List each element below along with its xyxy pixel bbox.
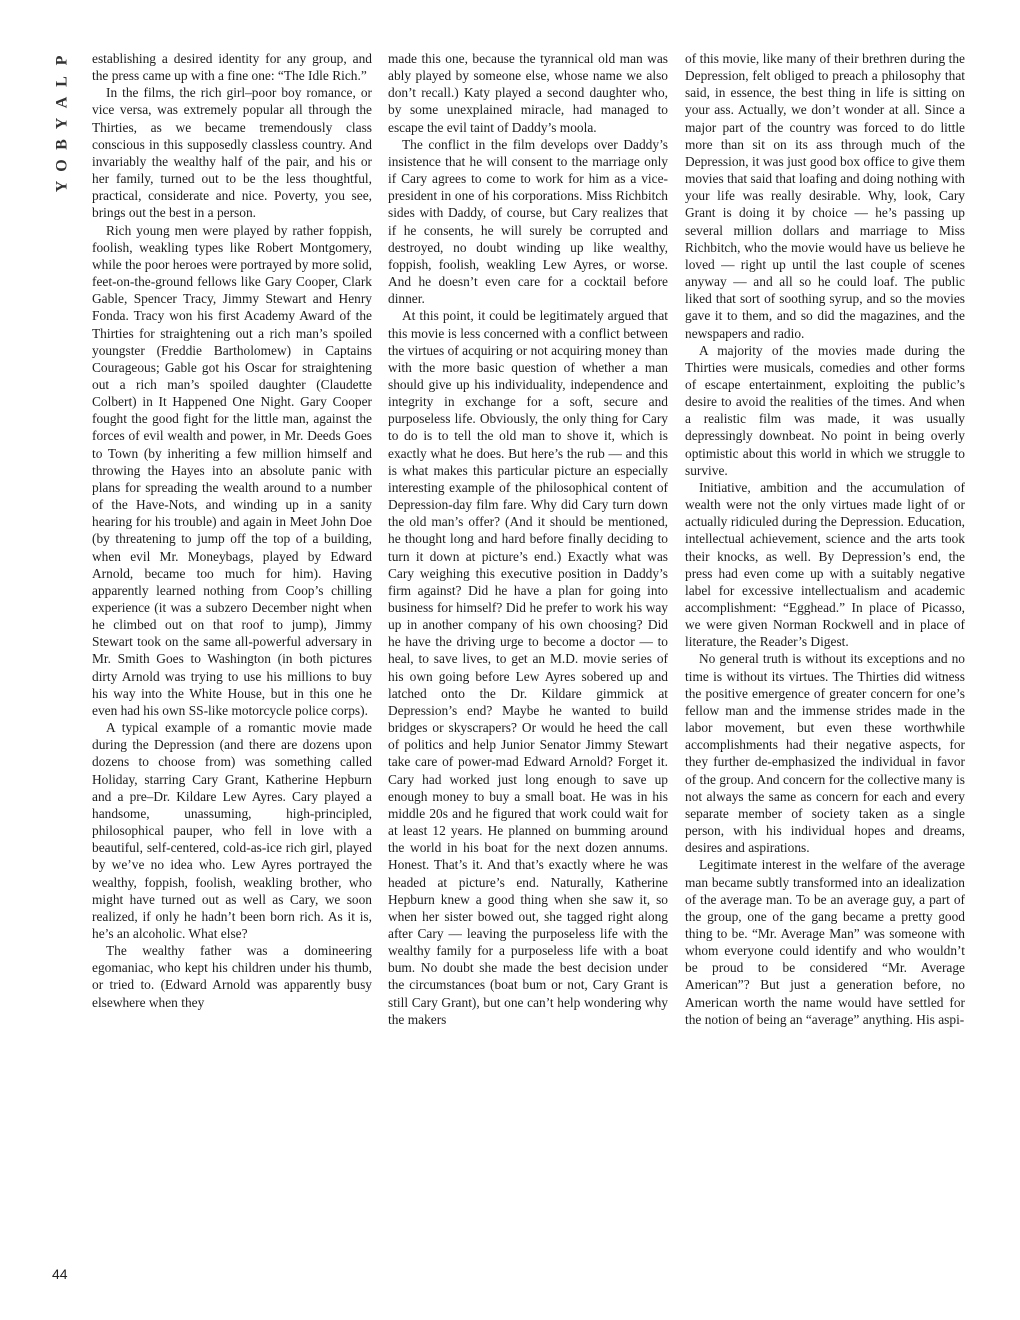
playboy-masthead: [52, 50, 72, 197]
paragraph: Initiative, ambition and the accumulation of wealth were not the only virtues made light of or actually ridiculed during the Depression. Education, intellectual achievement, science and the arts took their knocks, as well. By Depression’s end, the press had even come up with a suitably negative label for excessive intellectualism and academic accomplishment: “Egghead.” In place of Picasso, we were given Norman Rockwell and in place of literature, the Reader’s Digest.: [685, 479, 965, 650]
masthead-letter: A: [53, 96, 71, 109]
paragraph: No general truth is without its exceptions and no time is without its virtues. The Thirties did witness the positive emergence of greater concern for one’s fellow man and the immense strides made in the labor movement, but even these worthwhile accomplishments had their negative aspects, for they further de-emphasized the individual in favor of the group. And concern for the collective many is not always the same as concern for each and every separate member of society taken as a single person, with his individual hopes and dreams, desires and aspirations.: [685, 651, 965, 856]
paragraph: Rich young men were played by rather foppish, foolish, weakling types like Robert Montgomery, while the poor heroes were portrayed by more solid, feet-on-the-ground fellows like Gary Cooper, Clark Gable, Spencer Tracy, Jimmy Stewart and Henry Fonda. Tracy won his first Academy Award of the Thirties for straightening out a rich man’s spoiled youngster (Freddie Bartholomew) in Captains Courageous; Gable got his Oscar for straightening out a rich man’s spoiled daughter (Claudette Colbert) in It Happened One Night. Gary Cooper fought the good fight for the little man, against the forces of evil wealth and power, in Mr. Deeds Goes to Town (by inheriting a few million himself and throwing the Hayes into an absolute panic with plans for spreading the wealth around to a number of the Have-Nots, and winding up in a sanity hearing for his trouble) and again in Meet John Doe (by threatening to jump off the top of a building, when evil Mr. Moneybags, played by Edward Arnold, became too much for him). Having apparently learned nothing from Coop’s chilling experience (it was a subzero December night when he climbed out on that roof to jump), Jimmy Stewart took on the same all-powerful adversary in Mr. Smith Goes to Washington (in both pictures dirty Arnold was trying to use his millions to buy his way into the White House, but in this one he even had his own SS-like motorcycle police corps).: [92, 222, 373, 718]
masthead-letter: O: [53, 159, 71, 172]
masthead-letter: L: [53, 76, 71, 87]
paragraph: The wealthy father was a domineering egomaniac, who kept his children under his thumb, or tried to. (Edward Arnold was apparently busy elsewhere when they: [92, 943, 372, 1010]
paragraph: In the films, the rich girl–poor boy romance, or vice versa, was extremely popular all through the Thirties, as we became tremendously class conscious in this supposedly classless country. And invariably the wealthy half of the pair, and his or her family, turned out to be the less thoughtful, practical, considerate and nice. Poverty, you see, brings out the best in a person.: [92, 85, 372, 221]
page-number: 44: [52, 1266, 68, 1282]
paragraph: The conflict in the film develops over Daddy’s insistence that he will consent to the marriage only if Cary agrees to come to work for him as a vice-president in one of his corporations. Miss Richbitch sides with Daddy, of course, but Cary realizes that if he consents, he will surely be corrupted and destroyed, no doubt winding up like wealthy, foppish, foolish, weakling Lew Ayres, or worse. And he doesn’t even care for a cocktail before dinner.: [388, 136, 668, 307]
paragraph: establishing a desired identity for any group, and the press came up with a fine one: “The Idle Rich.”: [92, 51, 372, 84]
paragraph: A typical example of a romantic movie made during the Depression (and there are dozens upon dozens to choose from) was something called Holiday, starring Cary Grant, Katherine Hepburn and a pre–Dr. Kildare Lew Ayres. Cary played a handsome, unassuming, high-principled, philosophical pauper, who fell in love with a beautiful, self-centered, cold-as-ice rich girl, played by we’ve no idea who. Lew Ayres portrayed the wealthy, foppish, foolish, weakling brother, who might have turned out as well as Cary, we soon realized, if only he hadn’t been born rich. As it is, he’s an alcoholic. What else?: [92, 720, 372, 941]
masthead-letter: P: [53, 55, 71, 66]
paragraph: A majority of the movies made during the Thirties were musicals, comedies and other forms of escape entertainment, exploiting the public’s desire to avoid the realities of the times. And when a realistic film was made, it was usually depressingly downbeat. No point in being overly optimistic about this world in which we struggle to survive.: [685, 342, 965, 478]
paragraph: Legitimate interest in the welfare of the average man became subtly transformed into an idealization of the average man. To be an average guy, a part of the group, one of the gang became a pretty good thing to be. “Mr. Average Man” was someone with whom everyone could identify and who wouldn’t be proud to be considered “Mr. Average American”? But just a generation before, no American worth the name would have settled for the notion of being an “average” anything. His aspi-: [685, 857, 965, 1027]
masthead-letter: B: [53, 139, 71, 150]
article-column-1: [92, 50, 372, 1011]
masthead-letter: Y: [53, 117, 71, 130]
article-column-2: [388, 50, 668, 1028]
article-column-3: [685, 50, 965, 1028]
masthead-letter: Y: [53, 180, 71, 193]
paragraph: At this point, it could be legitimately argued that this movie is less concerned with a conflict between the virtues of acquiring or not acquiring money than with the more basic question of whether a man should give up his individuality, independence and integrity in exchange for a soft, secure and purposeless life. Obviously, the only thing for Cary to do is to tell the old man to shove it, which is exactly what he does. But here’s the rub — and this is what makes this particular picture an especially interesting example of the philosophical content of Depression-day film fare. Why did Cary turn down the old man’s offer? (And it should be mentioned, he thought long and hard before finally deciding to turn it down at picture’s end.) Exactly what was Cary weighing this executive position in Daddy’s firm against? Did he have a plan for going into business for himself? Did he prefer to work his way up in another company of his own choosing? Did he have the driving urge to become a doctor — to heal, to save lives, to get an M.D. movie series of his own going before Lew Ayres sobered up and latched onto the Dr. Kildare gimmick at Depression’s end? Maybe he wanted to build bridges or skyscrapers? Or would he heed the call of politics and help Junior Senator Jimmy Stewart take care of power-mad Edward Arnold? Forget it. Cary had worked just long enough to save up enough money to buy a small boat. He was in his middle 20s and he figured that work could wait for at least 12 years. He planned on bumming around the world in his boat for the next dozen annums. Honest. That’s it. And that’s exactly where he was headed at picture’s end. Naturally, Katherine Hepburn knew a good thing when she saw it, so when her sister bowed out, she tagged right along after Cary — leaving the purposeless life with the wealthy family for a purposeless life with a boat bum. No doubt she made the best decision under the circumstances (boat bum or not, Cary Grant is still Cary Grant), but one can’t help wondering why the makers: [388, 308, 668, 1027]
paragraph: made this one, because the tyrannical old man was ably played by someone else, whose name we also don’t recall.) Katy played a second daughter who, by some unexplained miracle, had managed to escape the evil taint of Daddy’s moola.: [388, 51, 668, 135]
paragraph: of this movie, like many of their brethren during the Depression, felt obliged to preach a philosophy that said, in essence, the best thing in life is sitting on your ass. Actually, we don’t wonder at all. Since a major part of the country was forced to do little more than sit on its ass through much of the Depression, it was just good box office to give them movies that said that loafing and doing nothing with your life was really desirable. Why, look, Cary Grant is doing it by choice — he’s passing up several million dollars and marriage to Miss Richbitch, who the movie would have us believe he loved — right up until the last couple of scenes anyway — and all so he could loaf. The public liked that sort of soothing syrup, and so the movies gave it to them, and so did the magazines, and the newspapers and radio.: [685, 51, 965, 341]
